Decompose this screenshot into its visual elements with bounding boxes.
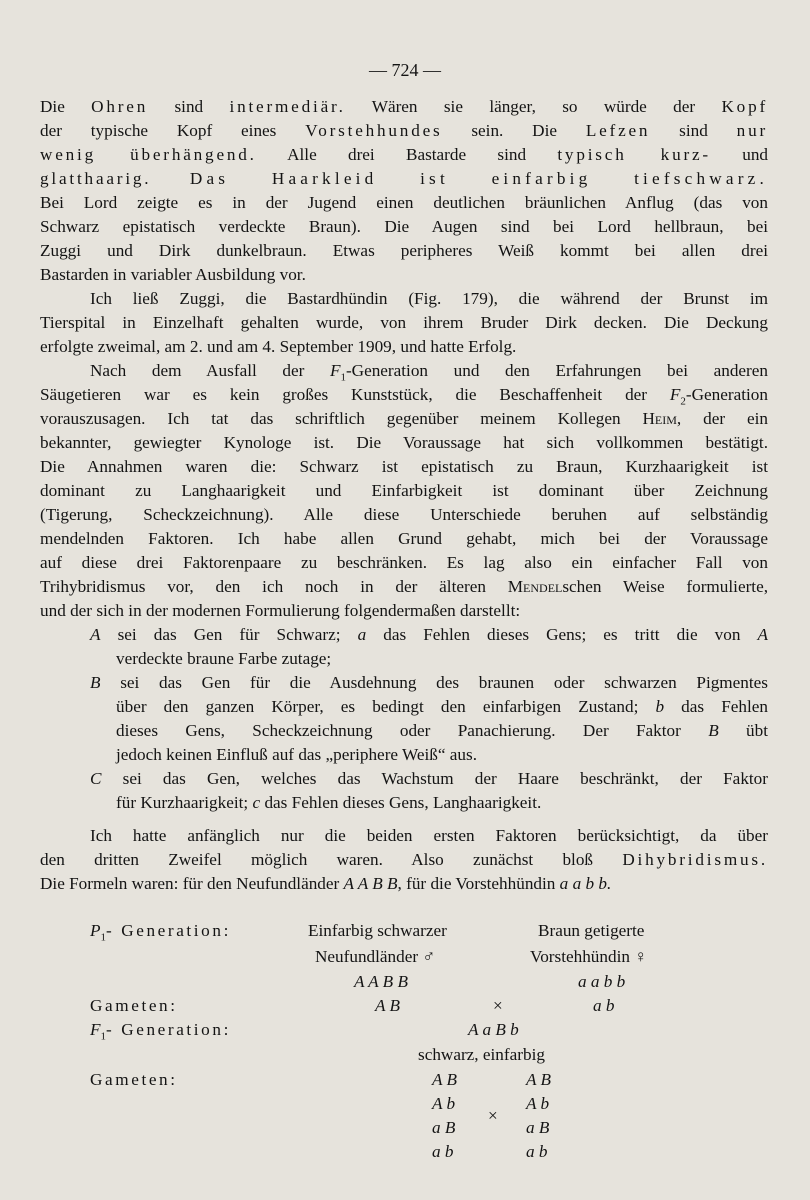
text-segment: A (90, 625, 101, 644)
f1-gamete-right: a B (526, 1118, 550, 1137)
text-segment: A (757, 625, 768, 644)
text-segment: Alle drei Bastarde sind (256, 145, 558, 164)
text-segment: Nach dem Ausfall der (90, 361, 330, 380)
p1-generation-label: $P_1-$ Generation: (90, 921, 231, 944)
f1-gamete-left: a b (432, 1142, 454, 1161)
text-segment: auf diese drei Faktorenpaare zu beschränken. Es lag also ein einfacher Fall von (40, 553, 768, 572)
text-segment: über den ganzen Körper, es bedingt den einfarbigen Zustand; (116, 697, 656, 716)
father-formula: A A B B (354, 972, 408, 991)
father-description-line1: Einfarbig schwarzer (308, 921, 447, 940)
text-segment: Bei Lord zeigte es in der Jugend einen deutlichen bräunlichen Anflug (das von (40, 193, 768, 212)
text-segment: , für die Vorstehhündin (397, 874, 560, 893)
text-segment: Mendel (507, 577, 563, 596)
text-segment: Wären sie länger, so würde der (345, 97, 722, 116)
text-segment: Ich ließ Zuggi, die Bastardhündin (Fig. 179), die während der Brunst im (90, 289, 768, 308)
text-segment: wenig überhängend. (40, 145, 257, 164)
text-segment: sei das Gen für Schwarz; (100, 625, 358, 644)
f1-phenotype: schwarz, einfarbig (418, 1045, 545, 1064)
text-segment: F (329, 361, 341, 380)
text-segment: übt (718, 721, 768, 740)
text-segment: B (90, 673, 101, 692)
father-description-line2: Neufundländer ♂ (315, 947, 436, 966)
text-segment: b (655, 697, 665, 716)
text-segment: c (252, 793, 261, 812)
text-segment: den dritten Zweifel möglich waren. Also zunächst bloß (40, 850, 623, 869)
text-segment: 1 (340, 371, 346, 384)
text-segment: F (669, 385, 681, 404)
text-segment: Die (40, 97, 92, 116)
text-segment: Ohren (91, 97, 149, 116)
f1-gamete-left: A B (432, 1070, 457, 1089)
text-segment: jedoch keinen Einfluß auf das „periphere Weiß“ aus. (116, 745, 478, 764)
page-number: — 724 — (369, 60, 441, 80)
father-gamete: A B (375, 996, 400, 1015)
text-segment: vorauszusagen. Ich tat das schriftlich gegenüber meinem Kollegen (40, 409, 643, 428)
text-segment: und der sich in der modernen Formulierung folgendermaßen darstellt: (40, 601, 521, 620)
text-segment: sei das Gen für die Ausdehnung des braunen oder schwarzen Pigmentes (100, 673, 768, 692)
text-segment: 2 (680, 395, 686, 408)
text-segment: -Generation (685, 385, 768, 404)
text-segment: Die Formeln waren: für den Neufundländer (40, 874, 344, 893)
text-segment: verdeckte braune Farbe zutage; (116, 649, 332, 668)
text-segment: sind (650, 121, 737, 140)
text-segment: -Generation und den Erfahrungen bei anderen (345, 361, 768, 380)
text-segment: Das Haarkleid ist einfarbig tiefschwarz. (189, 169, 768, 188)
text-segment: glatthaarig. (40, 169, 152, 188)
text-segment: a (357, 625, 367, 644)
f1-generation-label: $F_1-$ Generation: (90, 1020, 231, 1043)
text-segment: Dihybridismus. (622, 850, 768, 869)
text-segment: , der ein (676, 409, 768, 428)
text-segment: Die Annahmen waren die: Schwarz ist epistatisch zu Braun, Kurzhaarigkeit ist (40, 457, 768, 476)
mother-formula: a a b b (578, 972, 626, 991)
text-segment: dieses Gens, Scheckzeichnung oder Panachierung. Der Faktor (116, 721, 709, 740)
text-segment: sei das Gen, welches das Wachstum der Haare beschränkt, der Faktor (101, 769, 768, 788)
f1-gamete-right: A b (526, 1094, 550, 1113)
f1-gamete-left: A b (432, 1094, 456, 1113)
text-segment: a a b b. (559, 874, 612, 893)
text-segment: mendelnden Faktoren. Ich habe allen Grund gehabt, mich bei der Voraussage (40, 529, 768, 548)
text-segment: Vorstehhundes (305, 121, 443, 140)
text-segment: Schwarz epistatisch verdeckte Braun). Die Augen sind bei Lord hellbraun, bei (40, 217, 768, 236)
text-segment: Trihybridismus vor, den ich noch in der älteren (40, 577, 508, 596)
mother-description-line2: Vorstehhündin ♀ (530, 947, 648, 966)
text-segment: das Fehlen dieses Gens, Langhaarigkeit. (260, 793, 542, 812)
text-segment: das Fehlen dieses Gens; es tritt die von (366, 625, 758, 644)
text-segment: das Fehlen (664, 697, 768, 716)
text-segment: (Tigerung, Scheckzeichnung). Alle diese Unterschiede beruhen auf selbständig (40, 505, 768, 524)
text-segment: Bastarden in variabler Ausbildung vor. (40, 265, 306, 284)
text-segment: schen Weise formulierte, (562, 577, 768, 596)
text-segment: sind (148, 97, 230, 116)
mother-description-line1: Braun getigerte (538, 921, 645, 940)
text-segment: dominant zu Langhaarigkeit und Einfarbigkeit ist dominant über Zeichnung (40, 481, 768, 500)
text-segment: Zuggi und Dirk dunkelbraun. Etwas peripheres Weiß kommt bei allen drei (40, 241, 768, 260)
text-segment: intermediär. (229, 97, 346, 116)
text-segment: Säugetieren war es kein großes Kunststück, die Beschaffenheit der (40, 385, 670, 404)
f1-gamete-right: A B (526, 1070, 551, 1089)
text-segment: Ich hatte anfänglich nur die beiden ersten Faktoren berücksichtigt, da über (90, 826, 768, 845)
text-segment: nur (736, 121, 768, 140)
text-segment: für Kurzhaarigkeit; (116, 793, 253, 812)
text-segment: erfolgte zweimal, am 2. und am 4. September 1909, und hatte Erfolg. (40, 337, 517, 356)
text-segment: Kopf (721, 97, 768, 116)
text-segment: Tierspital in Einzelhaft gehalten wurde, von ihrem Bruder Dirk decken. Die Deckung (40, 313, 768, 332)
gameten-label-1: Gameten: (90, 996, 178, 1015)
text-segment: Heim (642, 409, 677, 428)
cross-symbol-2: × (488, 1106, 498, 1125)
text-segment: Lefzen (585, 121, 651, 140)
text-segment: A A B B (343, 874, 398, 893)
f1-formula: A a B b (468, 1020, 519, 1039)
text-segment: bekannter, gewiegter Kynologe ist. Die Voraussage hat sich vollkommen bestätigt. (40, 433, 768, 452)
f1-gamete-left: a B (432, 1118, 456, 1137)
cross-symbol-1: × (493, 996, 503, 1015)
text-segment: C (90, 769, 102, 788)
text-segment: B (708, 721, 719, 740)
text-segment: sein. Die (442, 121, 586, 140)
f1-gamete-right: a b (526, 1142, 548, 1161)
text-segment: typisch kurz- (557, 145, 711, 164)
mother-gamete: a b (593, 996, 615, 1015)
gameten-label-2: Gameten: (90, 1070, 178, 1089)
text-segment: der typische Kopf eines (40, 121, 306, 140)
text-segment: und (710, 145, 769, 164)
